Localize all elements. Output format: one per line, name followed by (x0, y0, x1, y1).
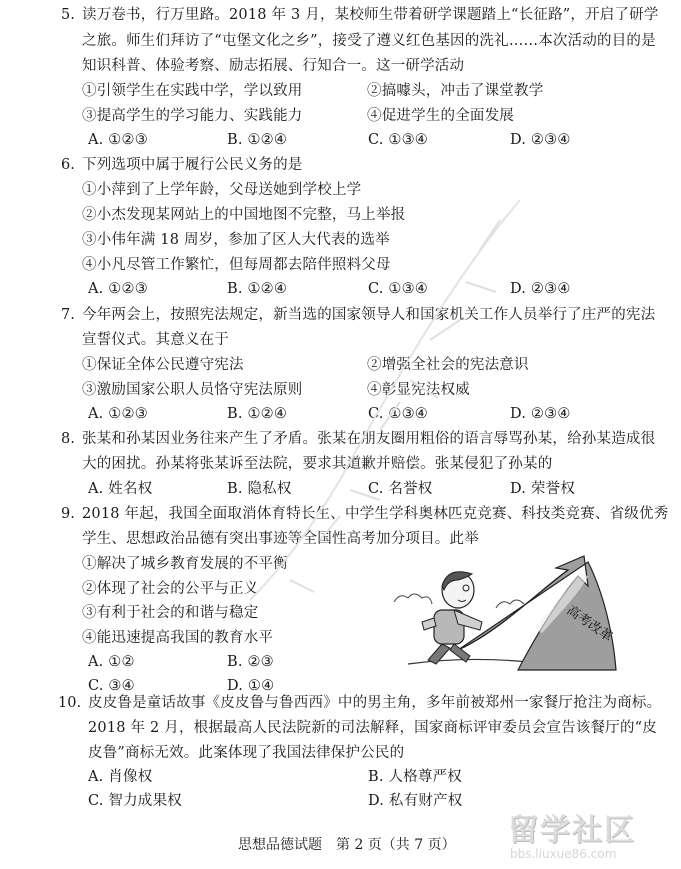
statement-item: ②搞噱头，冲击了课堂教学 (367, 83, 544, 99)
statement-item: ④能迅速提高我国的教育水平 (82, 630, 274, 646)
answer-option-c: C. 名誉权 (368, 481, 433, 497)
answer-option-c: C. 智力成果权 (88, 793, 182, 809)
answer-option-c: C. ③④ (88, 678, 135, 694)
question-stem-line: 今年两会上，按照宪法规定，新当选的国家领导人和国家机关工作人员举行了庄严的宪法 (82, 307, 656, 323)
answer-option-d: D. 私有财产权 (368, 793, 463, 809)
question-number: 9. (61, 506, 75, 522)
answer-option-d: D. ②③④ (510, 406, 571, 422)
statement-item: ④彰显宪法权威 (367, 382, 470, 398)
question-stem-line: 下列选项中属于履行公民义务的是 (82, 157, 303, 173)
answer-option-b: B. 人格尊严权 (368, 769, 462, 785)
statement-item: ①解决了城乡教育发展的不平衡 (82, 556, 288, 572)
question-number: 7. (61, 307, 75, 323)
question-number: 6. (61, 157, 75, 173)
question-number: 10. (58, 695, 82, 711)
site-logo-watermark (508, 815, 668, 869)
question-number: 5. (61, 7, 75, 23)
question-number: 8. (61, 431, 75, 447)
answer-option-d: D. 荣誉权 (510, 481, 576, 497)
answer-option-a: A. ①②③ (88, 281, 148, 297)
answer-option-a: A. ①② (88, 654, 135, 670)
logo-text: 留学社区 (508, 813, 636, 848)
answer-option-a: A. 肖像权 (88, 769, 153, 785)
answer-option-b: B. ①②④ (227, 406, 288, 422)
answer-option-a: A. 姓名权 (88, 481, 153, 497)
answer-option-c: C. ①③④ (368, 281, 428, 297)
answer-option-b: B. ②③ (227, 654, 274, 670)
page-footer: 思想品德试题 第 2 页（共 7 页） (238, 837, 456, 853)
question-stem-line: 之旅。师生们拜访了“屯堡文化之乡”，接受了遵义红色基因的洗礼……本次活动的目的是 (82, 33, 656, 49)
question-stem-line: 读万卷书，行万里路。2018 年 3 月，某校师生带着研学课题踏上“长征路”，开启了研学 (82, 7, 659, 23)
statement-item: ②小杰发现某网站上的中国地图不完整，马上举报 (82, 207, 406, 223)
question-stem-line: 2018 年起，我国全面取消体育特长生、中学生学科奥林匹克竞赛、科技类竞赛、省级优秀 (82, 506, 669, 522)
question-stem-line: 皮鲁”商标无效。此案体现了我国法律保护公民的 (88, 745, 405, 761)
illustration-text: 高考改革 (563, 602, 615, 646)
answer-option-a: A. ①②③ (88, 132, 148, 148)
answer-option-b: B. ①②④ (227, 132, 288, 148)
answer-option-c: C. ①③④ (368, 132, 428, 148)
question-stem-line: 大的困扰。孙某将张某诉至法院，要求其道歉并赔偿。张某侵犯了孙某的 (82, 456, 553, 472)
statement-item: ②增强全社会的宪法意识 (367, 357, 529, 373)
question-stem-line: 2018 年 2 月，根据最高人民法院新的司法解释，国家商标评审委员会宣告该餐厅的“皮 (88, 720, 657, 736)
statement-item: ①小萍到了上学年龄，父母送她到学校上学 (82, 182, 362, 198)
question-stem-line: 宣誓仪式。其意义在于 (82, 332, 229, 348)
statement-item: ③激励国家公职人员恪守宪法原则 (82, 382, 303, 398)
question-stem-line: 学生、思想政治品德有突出事迹等全国性高考加分项目。此举 (82, 531, 479, 547)
statement-item: ③小伟年满 18 周岁，参加了区人大代表的选举 (82, 232, 390, 248)
logo-url: bbs.liuxue86.com (510, 847, 617, 861)
question-stem-line: 知识科普、体验考察、励志拓展、行知合一。这一研学活动 (82, 58, 465, 74)
answer-option-d: D. ①④ (227, 678, 275, 694)
exam-reform-illustration (388, 552, 620, 678)
question-stem-line: 张某和孙某因业务往来产生了矛盾。张某在朋友圈用粗俗的语言辱骂孙某，给孙某造成很 (82, 431, 656, 447)
statement-item: ④小凡尽管工作繁忙，但每周都去陪伴照料父母 (82, 257, 391, 273)
statement-item: ①引领学生在实践中学，学以致用 (82, 83, 303, 99)
answer-option-b: B. 隐私权 (227, 481, 292, 497)
statement-item: ②体现了社会的公平与正义 (82, 581, 259, 597)
statement-item: ③有利于社会的和谐与稳定 (82, 605, 259, 621)
answer-option-b: B. ①②④ (227, 281, 288, 297)
question-stem-line: 皮皮鲁是童话故事《皮皮鲁与鲁西西》中的男主角，多年前被郑州一家餐厅抢注为商标。 (88, 695, 662, 711)
statement-item: ④促进学生的全面发展 (367, 108, 514, 124)
statement-item: ③提高学生的学习能力、实践能力 (82, 108, 303, 124)
statement-item: ①保证全体公民遵守宪法 (82, 357, 244, 373)
answer-option-d: D. ②③④ (510, 281, 571, 297)
answer-option-d: D. ②③④ (510, 132, 571, 148)
answer-option-c: C. ①③④ (368, 406, 428, 422)
answer-option-a: A. ①②③ (88, 406, 148, 422)
